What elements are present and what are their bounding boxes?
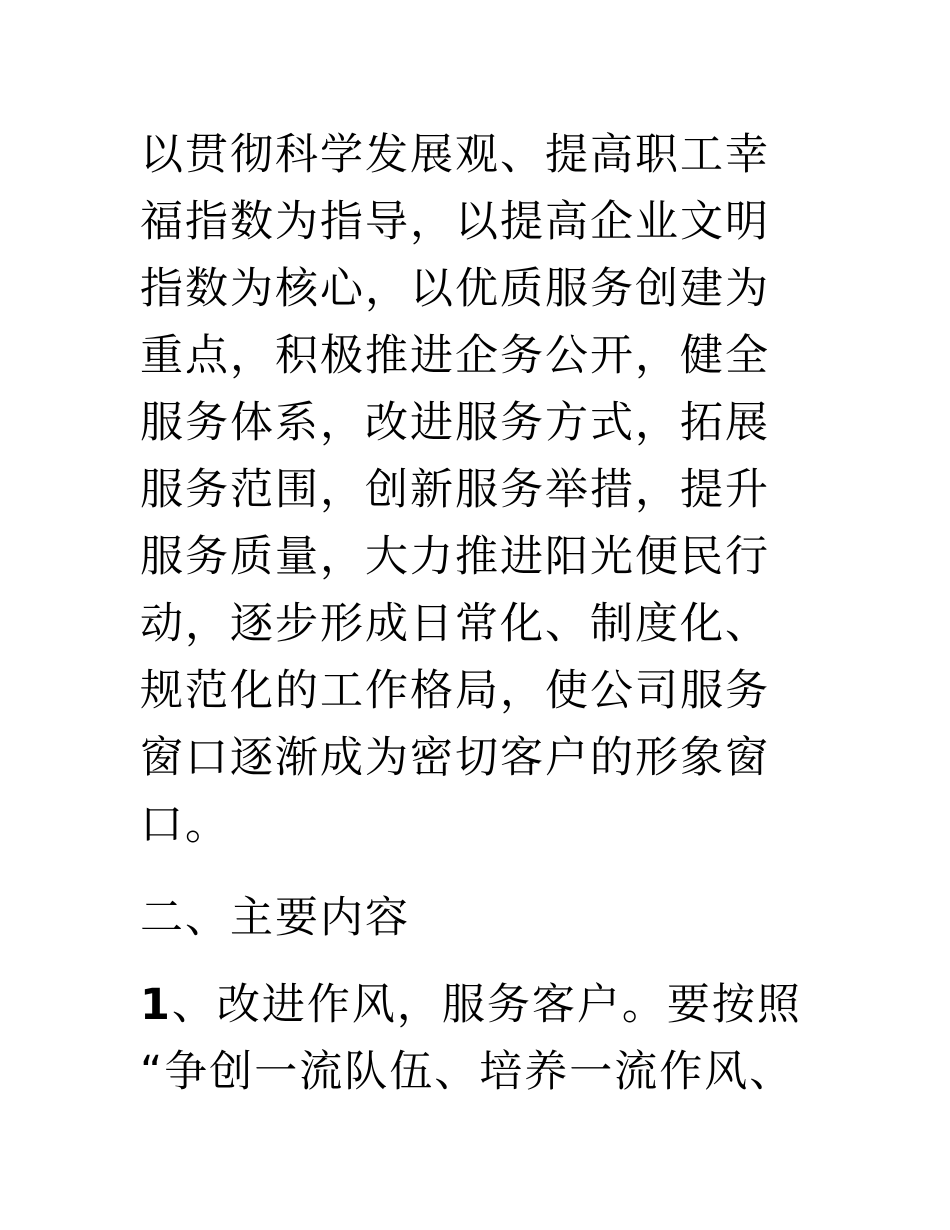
list-item-continuation: “争创一流队伍、培养一流作风、 [140,1047,795,1097]
body-text-line: 动，逐步形成日常化、制度化、 [140,599,770,649]
body-text-line: 以贯彻科学发展观、提高职工幸 [140,130,770,180]
body-text-line: 服务质量，大力推进阳光便民行 [140,532,770,582]
section-heading: 二、主要内容 [140,893,410,943]
list-item-text: 、改进作风，服务客户。要按照 [171,980,802,1030]
body-text-line: 重点，积极推进企务公开，健全 [140,331,770,381]
body-text-line: 指数为核心，以优质服务创建为 [140,264,770,314]
body-text-line: 规范化的工作格局，使公司服务 [140,666,770,716]
list-item-line [140,980,802,1030]
body-text-line: 福指数为指导，以提高企业文明 [140,197,770,247]
body-text-line: 服务体系，改进服务方式，拓展 [140,398,770,448]
list-item-number: 1 [140,980,172,1030]
body-text-line: 服务范围，创新服务举措，提升 [140,465,770,515]
body-text-line: 口。 [140,800,230,850]
body-text-line: 窗口逐渐成为密切客户的形象窗 [140,733,770,783]
